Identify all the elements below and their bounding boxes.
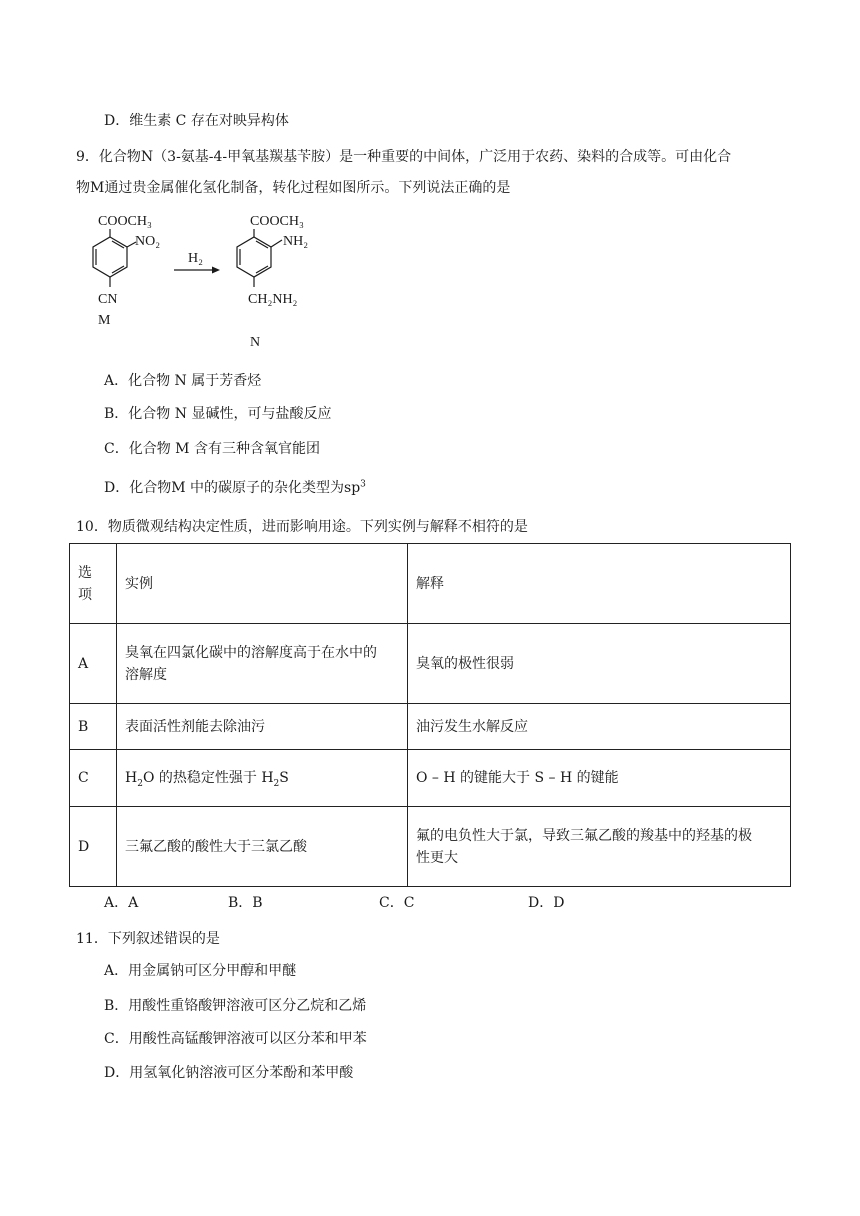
m-nitro-group: NO₂: [135, 234, 161, 249]
row-example: 表面活性剂能去除油污: [117, 704, 408, 750]
q10-table: [69, 543, 791, 887]
reagent-label: H₂: [188, 251, 203, 266]
row-example: 臭氧在四氯化碳中的溶解度高于在水中的 溶解度: [117, 624, 408, 704]
q10-choices: [0, 893, 860, 913]
table-header-row: [70, 544, 791, 624]
header-explanation-cell: 解释: [408, 544, 791, 624]
row-key: B: [70, 704, 117, 750]
q11-option-b: B．用酸性重铬酸钾溶液可区分乙烷和乙烯: [104, 998, 367, 1014]
m-cyano-group: CN: [98, 292, 118, 307]
header-option-cell: 选 项: [70, 544, 117, 624]
q8-option-d: D．维生素 C 存在对映异构体: [104, 113, 289, 129]
q11-option-a: A．用金属钠可区分甲醇和甲醚: [104, 963, 297, 979]
q10-choice-b: B．B: [228, 895, 263, 911]
q10-choice-d: D．D: [528, 895, 565, 911]
benzene-ring-m: [93, 229, 136, 287]
reaction-arrow-icon: [174, 267, 220, 274]
q9-option-c: C．化合物 M 含有三种含氧官能团: [104, 441, 320, 457]
q11-option-d: D．用氢氧化钠溶液可区分苯酚和苯甲酸: [104, 1065, 354, 1081]
row-example: 三氟乙酸的酸性大于三氯乙酸: [117, 807, 408, 887]
table-row: [70, 807, 791, 887]
header-example-cell: 实例: [117, 544, 408, 624]
row-explanation: O – H 的键能大于 S – H 的键能: [408, 750, 791, 807]
n-amino-group: NH₂: [283, 234, 309, 249]
n-ester-group: COOCH₃: [250, 214, 304, 229]
table-row: [70, 624, 791, 704]
table-row: [70, 704, 791, 750]
n-label: N: [250, 335, 261, 350]
q9-option-d-superscript: 3: [360, 479, 366, 490]
q9-option-a: A．化合物 N 属于芳香烃: [104, 373, 262, 389]
q10-choice-a: A．A: [104, 895, 139, 911]
table-row: [70, 750, 791, 807]
m-label: M: [98, 313, 111, 328]
q9-stem-line2: 物M通过贵金属催化氢化制备，转化过程如图所示。下列说法正确的是: [76, 180, 511, 196]
q11-option-c: C．用酸性高锰酸钾溶液可以区分苯和甲苯: [104, 1031, 367, 1047]
row-key: D: [70, 807, 117, 887]
row-example: $H_2O$ 的热稳定性强于 $H_2S$: [117, 750, 408, 807]
q10-choice-c: C．C: [379, 895, 415, 911]
q9-stem-line1: 9．化合物N（3-氨基-4-甲氧基羰基苄胺）是一种重要的中间体，广泛用于农药、染料的合成等。可由化合: [76, 149, 732, 165]
q9-option-d-text: D．化合物M 中的碳原子的杂化类型为sp: [104, 480, 361, 496]
row-explanation: 油污发生水解反应: [408, 704, 791, 750]
q9-option-b: B．化合物 N 显碱性，可与盐酸反应: [104, 406, 332, 422]
row-explanation: 氟的电负性大于氯，导致三氟乙酸的羧基中的羟基的极 性更大: [408, 807, 791, 887]
benzene-ring-n: [237, 229, 282, 287]
row-key: C: [70, 750, 117, 807]
m-ester-group: COOCH₃: [98, 214, 152, 229]
q11-stem: 11．下列叙述错误的是: [76, 931, 220, 947]
q9-option-d: [104, 478, 366, 498]
reaction-scheme: [80, 210, 350, 355]
n-aminomethyl-group: CH₂NH₂: [248, 292, 298, 307]
row-explanation: 臭氧的极性很弱: [408, 624, 791, 704]
row-key: A: [70, 624, 117, 704]
q10-stem: 10．物质微观结构决定性质，进而影响用途。下列实例与解释不相符的是: [76, 519, 528, 535]
